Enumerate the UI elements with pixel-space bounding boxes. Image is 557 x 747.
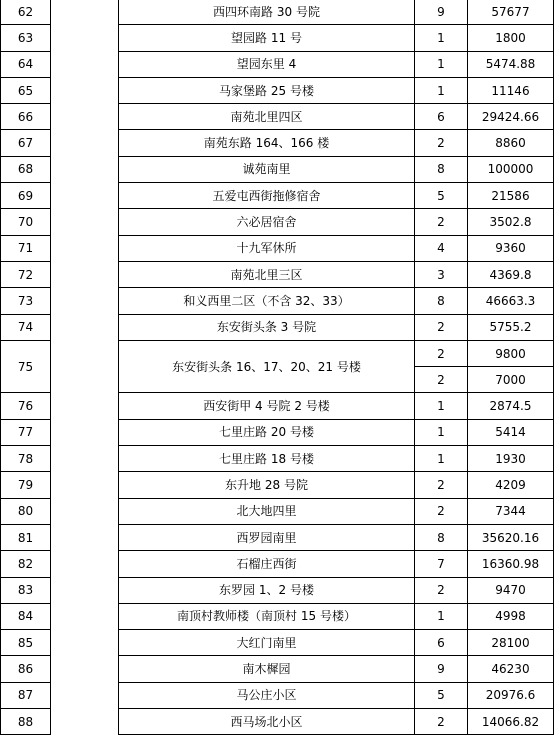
community-name: 马公庄小区: [119, 682, 415, 708]
amount: 7000: [468, 367, 554, 393]
row-number: 82: [1, 551, 51, 577]
amount: 100000: [468, 156, 554, 182]
community-name: 七里庄路 18 号楼: [119, 446, 415, 472]
community-name: 诚苑南里: [119, 156, 415, 182]
community-name: 大红门南里: [119, 630, 415, 656]
building-count: 2: [415, 340, 468, 366]
row-number: 62: [1, 0, 51, 25]
amount: 4369.8: [468, 261, 554, 287]
community-name: 西四环南路 30 号院: [119, 0, 415, 25]
row-number: 71: [1, 235, 51, 261]
community-name: 南木樨园: [119, 656, 415, 682]
row-number: 68: [1, 156, 51, 182]
row-number: 74: [1, 314, 51, 340]
amount: 21586: [468, 183, 554, 209]
row-number: 88: [1, 709, 51, 735]
building-count: 1: [415, 25, 468, 51]
amount: 46230: [468, 656, 554, 682]
amount: 9360: [468, 235, 554, 261]
building-count: 8: [415, 524, 468, 550]
community-name: 西安街甲 4 号院 2 号楼: [119, 393, 415, 419]
table-body: [1, 0, 554, 735]
row-number: 84: [1, 603, 51, 629]
amount: 8860: [468, 130, 554, 156]
building-count: 2: [415, 130, 468, 156]
row-number: 67: [1, 130, 51, 156]
amount: 5414: [468, 419, 554, 445]
row-number: 75: [1, 340, 51, 393]
building-count: 1: [415, 603, 468, 629]
building-count: 6: [415, 630, 468, 656]
amount: 16360.98: [468, 551, 554, 577]
building-count: 9: [415, 656, 468, 682]
row-number: 73: [1, 288, 51, 314]
amount: 2874.5: [468, 393, 554, 419]
community-name: 五爱屯西街拖修宿舍: [119, 183, 415, 209]
building-count: 5: [415, 682, 468, 708]
amount: 5755.2: [468, 314, 554, 340]
building-count: 2: [415, 209, 468, 235]
row-number: 80: [1, 498, 51, 524]
amount: 35620.16: [468, 524, 554, 550]
amount: 28100: [468, 630, 554, 656]
row-number: 86: [1, 656, 51, 682]
community-name: 南苑北里三区: [119, 261, 415, 287]
amount: 46663.3: [468, 288, 554, 314]
building-count: 2: [415, 314, 468, 340]
building-count: 8: [415, 156, 468, 182]
community-name: 望园东里 4: [119, 51, 415, 77]
amount: 14066.82: [468, 709, 554, 735]
amount: 1800: [468, 25, 554, 51]
blank-column: [51, 0, 119, 735]
row-number: 87: [1, 682, 51, 708]
row-number: 72: [1, 261, 51, 287]
building-count: 2: [415, 577, 468, 603]
amount: 29424.66: [468, 104, 554, 130]
row-number: 78: [1, 446, 51, 472]
building-count: 1: [415, 51, 468, 77]
row-number: 85: [1, 630, 51, 656]
amount: 4209: [468, 472, 554, 498]
building-count: 1: [415, 393, 468, 419]
community-name: 西马场北小区: [119, 709, 415, 735]
amount: 4998: [468, 603, 554, 629]
community-name: 东罗园 1、2 号楼: [119, 577, 415, 603]
community-name: 南苑北里四区: [119, 104, 415, 130]
building-count: 7: [415, 551, 468, 577]
community-name: 南苑东路 164、166 楼: [119, 130, 415, 156]
row-number: 81: [1, 524, 51, 550]
amount: 1930: [468, 446, 554, 472]
community-name: 和义西里二区（不含 32、33）: [119, 288, 415, 314]
row-number: 83: [1, 577, 51, 603]
row-number: 63: [1, 25, 51, 51]
community-name: 西罗园南里: [119, 524, 415, 550]
amount: 3502.8: [468, 209, 554, 235]
amount: 9470: [468, 577, 554, 603]
amount: 9800: [468, 340, 554, 366]
community-name: 六必居宿舍: [119, 209, 415, 235]
row-number: 64: [1, 51, 51, 77]
building-count: 8: [415, 288, 468, 314]
row-number: 65: [1, 77, 51, 103]
building-count: 1: [415, 419, 468, 445]
community-name: 北大地四里: [119, 498, 415, 524]
building-count: 2: [415, 367, 468, 393]
building-count: 1: [415, 446, 468, 472]
community-name: 东升地 28 号院: [119, 472, 415, 498]
row-number: 77: [1, 419, 51, 445]
amount: 20976.6: [468, 682, 554, 708]
community-name: 南顶村教师楼（南顶村 15 号楼）: [119, 603, 415, 629]
building-count: 6: [415, 104, 468, 130]
community-name: 七里庄路 20 号楼: [119, 419, 415, 445]
building-count: 4: [415, 235, 468, 261]
building-count: 2: [415, 498, 468, 524]
building-count: 9: [415, 0, 468, 25]
row-number: 70: [1, 209, 51, 235]
row-number: 69: [1, 183, 51, 209]
building-count: 3: [415, 261, 468, 287]
amount: 5474.88: [468, 51, 554, 77]
row-number: 79: [1, 472, 51, 498]
building-count: 5: [415, 183, 468, 209]
community-name: 望园路 11 号: [119, 25, 415, 51]
community-name: 马家堡路 25 号楼: [119, 77, 415, 103]
community-name: 东安街头条 16、17、20、21 号楼: [119, 340, 415, 393]
amount: 7344: [468, 498, 554, 524]
amount: 57677: [468, 0, 554, 25]
row-number: 66: [1, 104, 51, 130]
row-number: 76: [1, 393, 51, 419]
community-name: 十九军休所: [119, 235, 415, 261]
community-name: 东安街头条 3 号院: [119, 314, 415, 340]
building-count: 1: [415, 77, 468, 103]
building-count: 2: [415, 709, 468, 735]
table-row: [1, 0, 554, 25]
community-name: 石榴庄西街: [119, 551, 415, 577]
building-count: 2: [415, 472, 468, 498]
amount: 11146: [468, 77, 554, 103]
